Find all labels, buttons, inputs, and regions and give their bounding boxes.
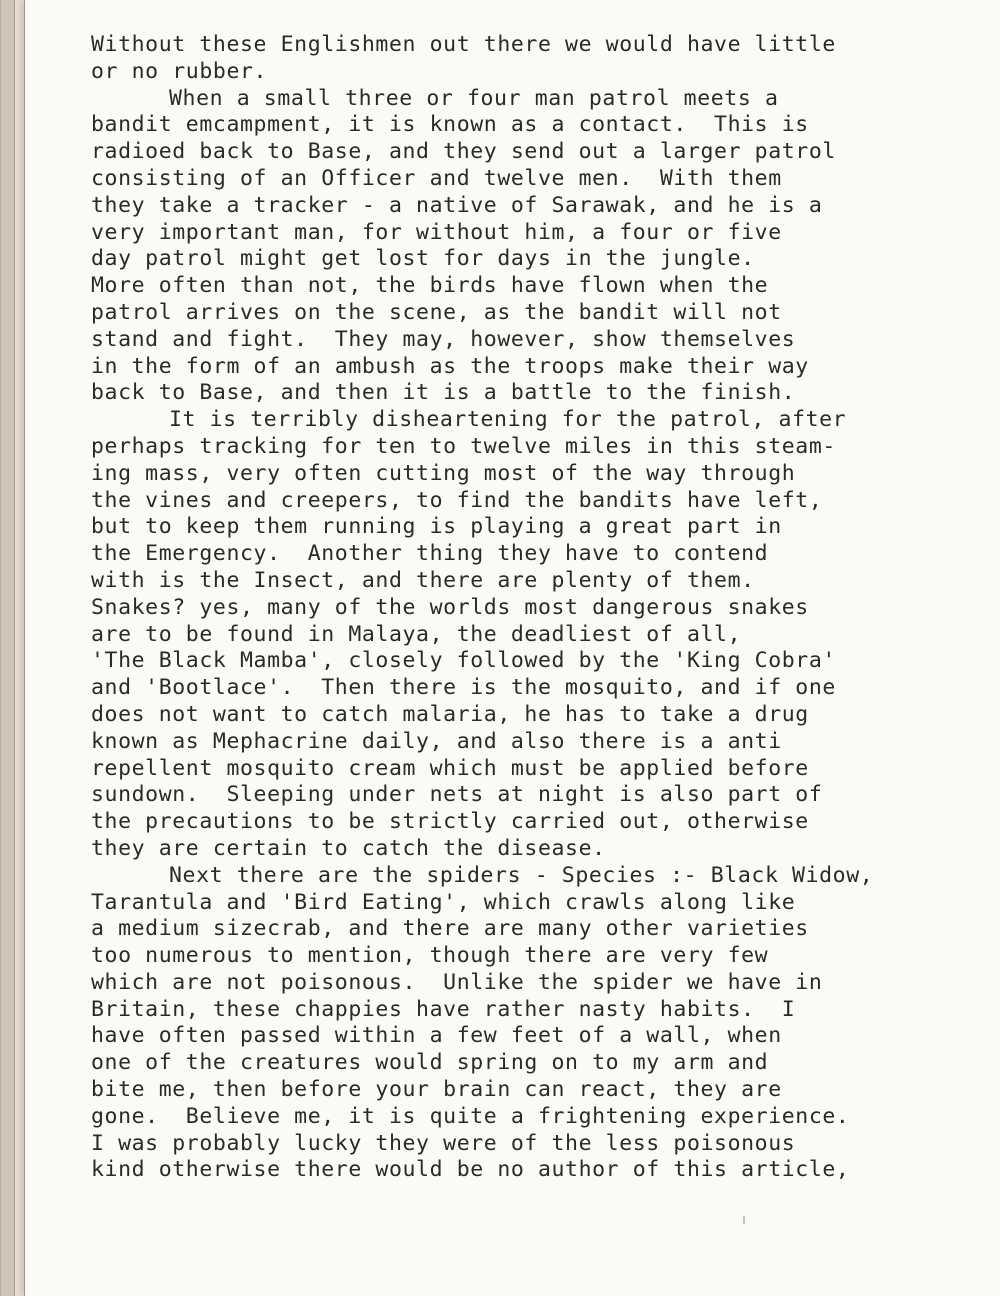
text-line: or no rubber.	[91, 58, 268, 84]
text-line: but to keep them running is playing a great part in	[91, 514, 782, 540]
text-line: Snakes? yes, many of the worlds most dangerous snakes	[91, 594, 809, 620]
text-line: kind otherwise there would be no author of this article,	[91, 1157, 850, 1183]
text-line: consisting of an Officer and twelve men. With them	[91, 165, 782, 191]
text-line: a medium sizecrab, and there are many other varieties	[91, 916, 809, 942]
text-line: too numerous to mention, though there are very few	[91, 943, 769, 969]
text-line: bandit emcampment, it is known as a contact. This is	[91, 112, 809, 138]
text-line: are to be found in Malaya, the deadliest of all,	[91, 621, 742, 647]
text-line: It is terribly disheartening for the patrol, after	[169, 407, 847, 433]
text-line: with is the Insect, and there are plenty of them.	[91, 567, 755, 593]
text-line: sundown. Sleeping under nets at night is also part of	[91, 782, 823, 808]
text-line: the vines and creepers, to find the bandits have left,	[91, 487, 823, 513]
text-line: More often than not, the birds have flown when the	[91, 273, 769, 299]
text-line: repellent mosquito cream which must be applied before	[91, 755, 809, 781]
text-line: does not want to catch malaria, he has to take a drug	[91, 701, 809, 727]
text-line: one of the creatures would spring on to my arm and	[91, 1050, 769, 1076]
text-line: day patrol might get lost for days in the jungle.	[91, 246, 755, 272]
text-line: Without these Englishmen out there we would have little	[91, 32, 836, 57]
text-line: 'The Black Mamba', closely followed by the 'King Cobra'	[91, 648, 836, 674]
text-line: I was probably lucky they were of the less poisonous	[91, 1130, 796, 1156]
text-line: back to Base, and then it is a battle to the finish.	[91, 380, 796, 406]
text-line: stand and fight. They may, however, show themselves	[91, 326, 796, 352]
text-line: the precautions to be strictly carried out, otherwise	[91, 809, 809, 835]
text-line: Tarantula and 'Bird Eating', which crawls along like	[91, 889, 796, 915]
text-line: patrol arrives on the scene, as the bandit will not	[91, 299, 782, 325]
text-line: known as Mephacrine daily, and also there is a anti	[91, 728, 782, 754]
text-line: When a small three or four man patrol meets a	[169, 85, 779, 111]
text-line: Britain, these chappies have rather nasty habits. I	[91, 996, 796, 1022]
text-line: very important man, for without him, a four or five	[91, 219, 782, 245]
text-line: in the form of an ambush as the troops make their way	[91, 353, 809, 379]
text-line: radioed back to Base, and they send out a larger patrol	[91, 139, 836, 165]
text-line: have often passed within a few feet of a wall, when	[91, 1023, 782, 1049]
text-line: they are certain to catch the disease.	[91, 835, 606, 861]
typewritten-page	[24, 0, 1000, 1296]
underlying-page-edge	[0, 0, 15, 1296]
text-line: perhaps tracking for ten to twelve miles in this steam-	[91, 433, 836, 459]
text-line: which are not poisonous. Unlike the spider we have in	[91, 969, 823, 995]
text-line: ing mass, very often cutting most of the way through	[91, 460, 796, 486]
text-line: the Emergency. Another thing they have to contend	[91, 541, 769, 567]
text-line: they take a tracker - a native of Sarawak, and he is a	[91, 192, 823, 218]
text-line: Next there are the spiders - Species :- Black Widow,	[169, 862, 874, 888]
pencil-mark	[743, 1216, 745, 1224]
text-line: and 'Bootlace'. Then there is the mosquito, and if one	[91, 675, 836, 701]
text-line: gone. Believe me, it is quite a frightening experience.	[91, 1103, 850, 1129]
typed-text-body	[91, 32, 991, 1184]
text-line: bite me, then before your brain can react, they are	[91, 1077, 782, 1103]
